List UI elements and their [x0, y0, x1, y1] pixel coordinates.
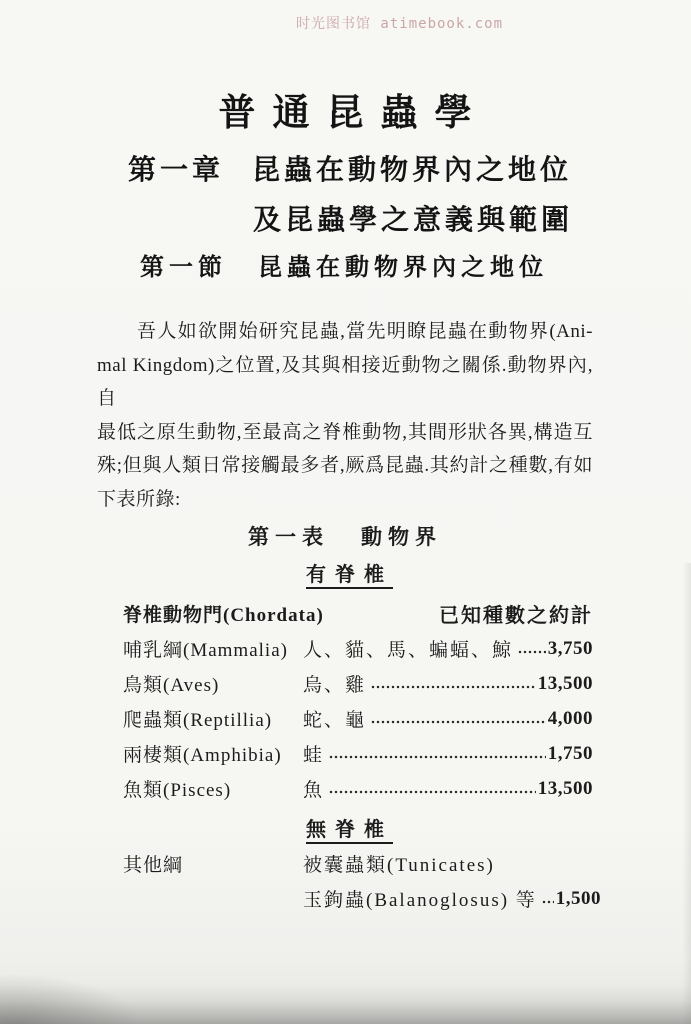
row-count: 3,750: [547, 637, 593, 659]
paragraph-line: 吾人如欲開始研究昆蟲,當先明瞭昆蟲在動物界(Ani-: [137, 321, 593, 342]
dotted-leader: [518, 649, 546, 655]
row-examples: 人、貓、馬、蝙蝠、鯨: [303, 640, 514, 661]
dotted-leader: [329, 754, 546, 760]
chapter-heading: [97, 153, 593, 189]
scan-edge-shadow: [682, 563, 691, 1024]
dotted-leader: [542, 899, 554, 905]
scan-corner-shadow: [0, 969, 150, 1024]
dotted-leader: [371, 719, 546, 725]
section-number: 第一節: [140, 255, 227, 281]
section-title: 昆蟲在動物界內之地位: [258, 255, 548, 281]
row-class-name: 哺乳綱(Mammalia): [123, 640, 288, 661]
row-examples: 被囊蟲類(Tunicates): [303, 855, 495, 876]
header-phylum: 脊椎動物門(Chordata): [123, 605, 324, 626]
paragraph-line: 殊;但與人類日常接觸最多者,厥爲昆蟲.其約計之種數,有如: [97, 455, 593, 476]
chapter-title-line2: 及昆蟲學之意義與範圍: [253, 205, 574, 236]
row-examples: 魚: [303, 780, 325, 801]
row-class-name: 魚類(Pisces): [123, 780, 232, 801]
table-row: [123, 881, 602, 916]
section-heading: [97, 253, 593, 284]
row-count: 13,500: [537, 672, 593, 694]
table-title: 動物界: [361, 525, 442, 549]
table-number: 第一表: [248, 525, 329, 549]
animal-kingdom-table: [97, 524, 602, 916]
vertebrate-rows: [97, 596, 593, 806]
row-count: 1,750: [547, 742, 593, 764]
dotted-leader: [371, 684, 536, 690]
row-examples: 烏、雞: [303, 675, 367, 696]
row-count: 4,000: [547, 707, 593, 729]
watermark: 时光图书馆 atimebook.com: [296, 16, 504, 32]
row-class-name: 兩棲類(Amphibia): [123, 745, 282, 766]
paragraph-line: 最低之原生動物,至最高之脊椎動物,其間形狀各異,構造互: [97, 421, 593, 443]
paragraph-line: mal Kingdom)之位置,及其與相接近動物之關係.動物界內,自: [97, 354, 593, 409]
table-header-row: [123, 596, 593, 631]
row-examples: 玉鉤蟲(Balanoglosus) 等: [303, 890, 537, 911]
row-examples: 蛇、龜: [303, 710, 367, 731]
table-row: [123, 666, 593, 701]
row-examples: 蛙: [303, 745, 325, 766]
table-row: [123, 701, 593, 736]
row-count: 13,500: [537, 777, 593, 799]
row-class-name: 其他綱: [123, 855, 184, 876]
invertebrate-rows: [97, 846, 602, 916]
row-class-name: 爬蟲類(Reptillia): [123, 710, 273, 731]
chapter-title-line1: 昆蟲在動物界內之地位: [252, 155, 573, 186]
table-row: [123, 631, 593, 666]
row-count: 1,500: [555, 887, 602, 909]
row-class-name: 鳥類(Aves): [123, 675, 220, 696]
body-paragraph: [97, 315, 593, 516]
table-caption: [97, 524, 593, 551]
chapter-number: 第一章: [128, 155, 225, 186]
table-row: [123, 846, 593, 881]
paragraph-line: 下表所錄:: [97, 488, 181, 510]
table-row: [123, 771, 593, 806]
dotted-leader: [329, 789, 536, 795]
vertebrate-heading: 有脊椎: [306, 564, 393, 586]
invertebrate-heading: 無脊椎: [306, 819, 393, 841]
header-species-count: 已知種數之約計: [439, 605, 593, 627]
book-title: 普通昆蟲學: [218, 93, 489, 134]
page-content: [97, 0, 602, 916]
scan-bottom-shadow: [0, 986, 691, 1024]
table-row: [123, 736, 593, 771]
